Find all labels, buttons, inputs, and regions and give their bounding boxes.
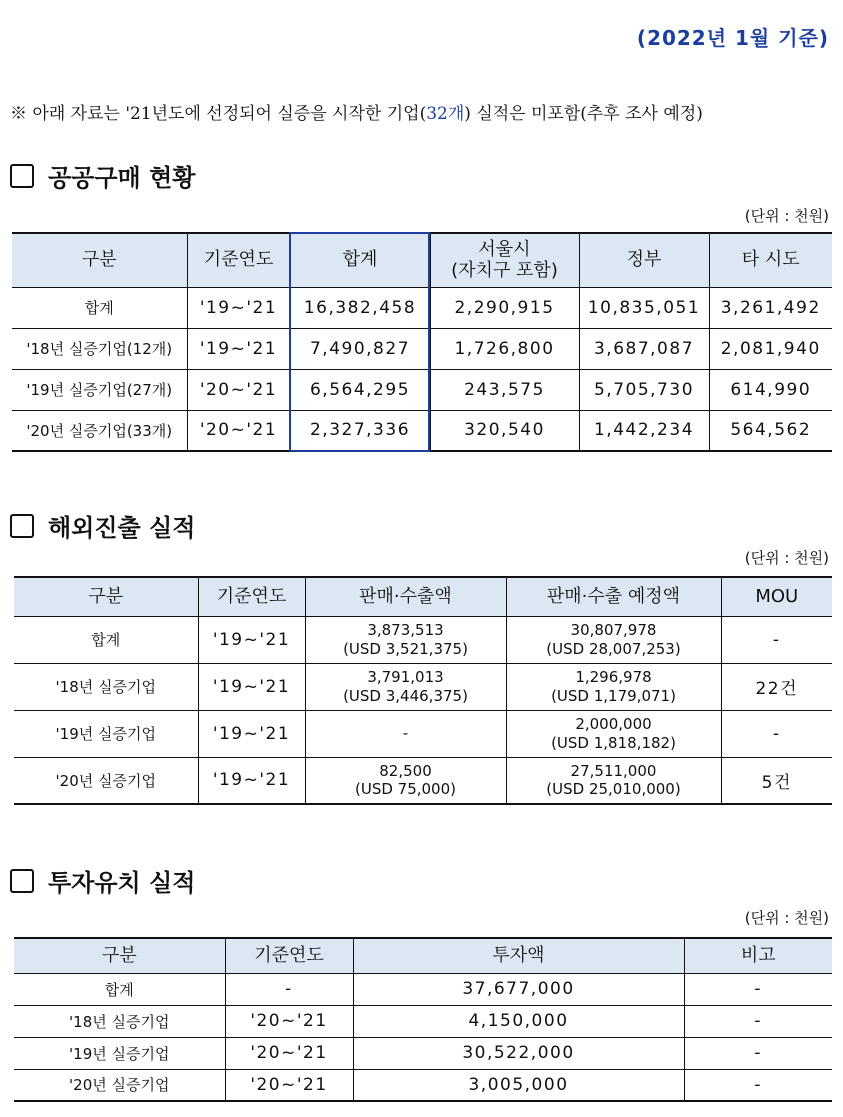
table-cell: '19~'21 [198,757,305,804]
table-cell: 2,000,000 (USD 1,818,182) [506,710,721,757]
table-row [12,410,832,451]
table-cell: '19년 실증기업 [14,710,198,757]
unit-label: (단위 : 천원) [744,207,829,225]
table-row [14,663,832,710]
table-cell: - [684,1005,832,1037]
col-header: 판매·수출액 [305,577,506,616]
table-cell: 1,296,978 (USD 1,179,071) [506,663,721,710]
table-cell: 320,540 [430,410,579,451]
table-cell: '18년 실증기업(12개) [12,328,187,369]
table-cell: - [684,1069,832,1101]
table-cell: 3,005,000 [353,1069,684,1101]
col-header: MOU [721,577,832,616]
table-cell: 7,490,827 [290,328,430,369]
table-cell: 1,442,234 [579,410,709,451]
table-cell: 243,575 [430,369,579,410]
table-cell: 3,791,013 (USD 3,446,375) [305,663,506,710]
table-cell: '20년 실증기업 [14,1069,225,1101]
section-title-text: 공공구매 현황 [48,164,196,192]
table-cell: 3,873,513 (USD 3,521,375) [305,616,506,663]
section-title-overseas [10,508,195,543]
table-cell: 614,990 [709,369,832,410]
table-cell: 합계 [12,287,187,328]
col-header: 구분 [14,938,225,973]
section-title-text: 해외진출 실적 [48,514,196,542]
table-cell: 564,562 [709,410,832,451]
table-cell: '20년 실증기업 [14,757,198,804]
table-row [12,328,832,369]
table-header-row [14,577,832,616]
checkbox-square-icon [10,514,34,538]
col-header: 기준연도 [198,577,305,616]
table-header-row [12,233,832,287]
table-cell: 합계 [14,973,225,1005]
table-cell: 2,290,915 [430,287,579,328]
table-cell: 2,081,940 [709,328,832,369]
table-cell: '19년 실증기업(27개) [12,369,187,410]
table-row [14,973,832,1005]
table-row [14,616,832,663]
section-title-text: 투자유치 실적 [48,869,196,897]
table-cell: '19~'21 [198,616,305,663]
table-cell: 1,726,800 [430,328,579,369]
overseas-table [14,576,832,805]
table-cell: - [721,710,832,757]
col-header: 서울시 (자치구 포함) [430,233,579,287]
col-header: 투자액 [353,938,684,973]
table-cell: '20~'21 [225,1005,353,1037]
unit-label: (단위 : 천원) [744,549,829,567]
checkbox-square-icon [10,869,34,893]
table-cell: '20~'21 [187,369,290,410]
table-cell: 10,835,051 [579,287,709,328]
col-header: 기준연도 [225,938,353,973]
col-header: 합계 [290,233,430,287]
table-cell: 37,677,000 [353,973,684,1005]
table-cell: '19~'21 [187,328,290,369]
col-header: 구분 [14,577,198,616]
table-cell: 16,382,458 [290,287,430,328]
table-row [14,1037,832,1069]
notice-text [10,99,835,124]
reference-date: (2022년 1월 기준) [636,26,829,50]
table-cell: 5건 [721,757,832,804]
table-cell: 3,261,492 [709,287,832,328]
col-header: 기준연도 [187,233,290,287]
table-row [12,287,832,328]
table-row [12,369,832,410]
table-cell: 22건 [721,663,832,710]
table-cell: 2,327,336 [290,410,430,451]
table-cell: - [684,973,832,1005]
table-cell: '20~'21 [225,1037,353,1069]
table-cell: 3,687,087 [579,328,709,369]
investment-table [14,937,832,1102]
table-cell: 30,522,000 [353,1037,684,1069]
table-cell: '19~'21 [198,710,305,757]
table-cell: '19~'21 [187,287,290,328]
table-cell: '20~'21 [187,410,290,451]
table-cell: '18년 실증기업 [14,663,198,710]
table-cell: '20년 실증기업(33개) [12,410,187,451]
table-cell: 27,511,000 (USD 25,010,000) [506,757,721,804]
table-cell: 4,150,000 [353,1005,684,1037]
table-cell: 5,705,730 [579,369,709,410]
table-row [14,1069,832,1101]
col-header: 정부 [579,233,709,287]
col-header: 판매·수출 예정액 [506,577,721,616]
notice-text-after: ) 실적은 미포함(추후 조사 예정) [464,104,703,124]
table-cell: - [684,1037,832,1069]
unit-label: (단위 : 천원) [744,909,829,927]
checkbox-square-icon [10,164,34,188]
table-cell: 30,807,978 (USD 28,007,253) [506,616,721,663]
table-row [14,710,832,757]
table-row [14,1005,832,1037]
table-cell: '20~'21 [225,1069,353,1101]
section-title-public-procurement [10,158,195,193]
notice-text-before: ※ 아래 자료는 '21년도에 선정되어 실증을 시작한 기업( [10,104,427,124]
table-cell: 합계 [14,616,198,663]
notice-count: 32개 [426,104,465,124]
table-cell: 82,500 (USD 75,000) [305,757,506,804]
table-cell: '19년 실증기업 [14,1037,225,1069]
col-header: 구분 [12,233,187,287]
table-cell: '18년 실증기업 [14,1005,225,1037]
table-cell: 6,564,295 [290,369,430,410]
table-row [14,757,832,804]
table-cell: - [721,616,832,663]
table-cell: - [225,973,353,1005]
section-title-investment [10,863,195,898]
table-header-row [14,938,832,973]
table-cell: '19~'21 [198,663,305,710]
col-header: 비고 [684,938,832,973]
public-procurement-table [12,232,832,452]
col-header: 타 시도 [709,233,832,287]
table-cell: - [305,710,506,757]
